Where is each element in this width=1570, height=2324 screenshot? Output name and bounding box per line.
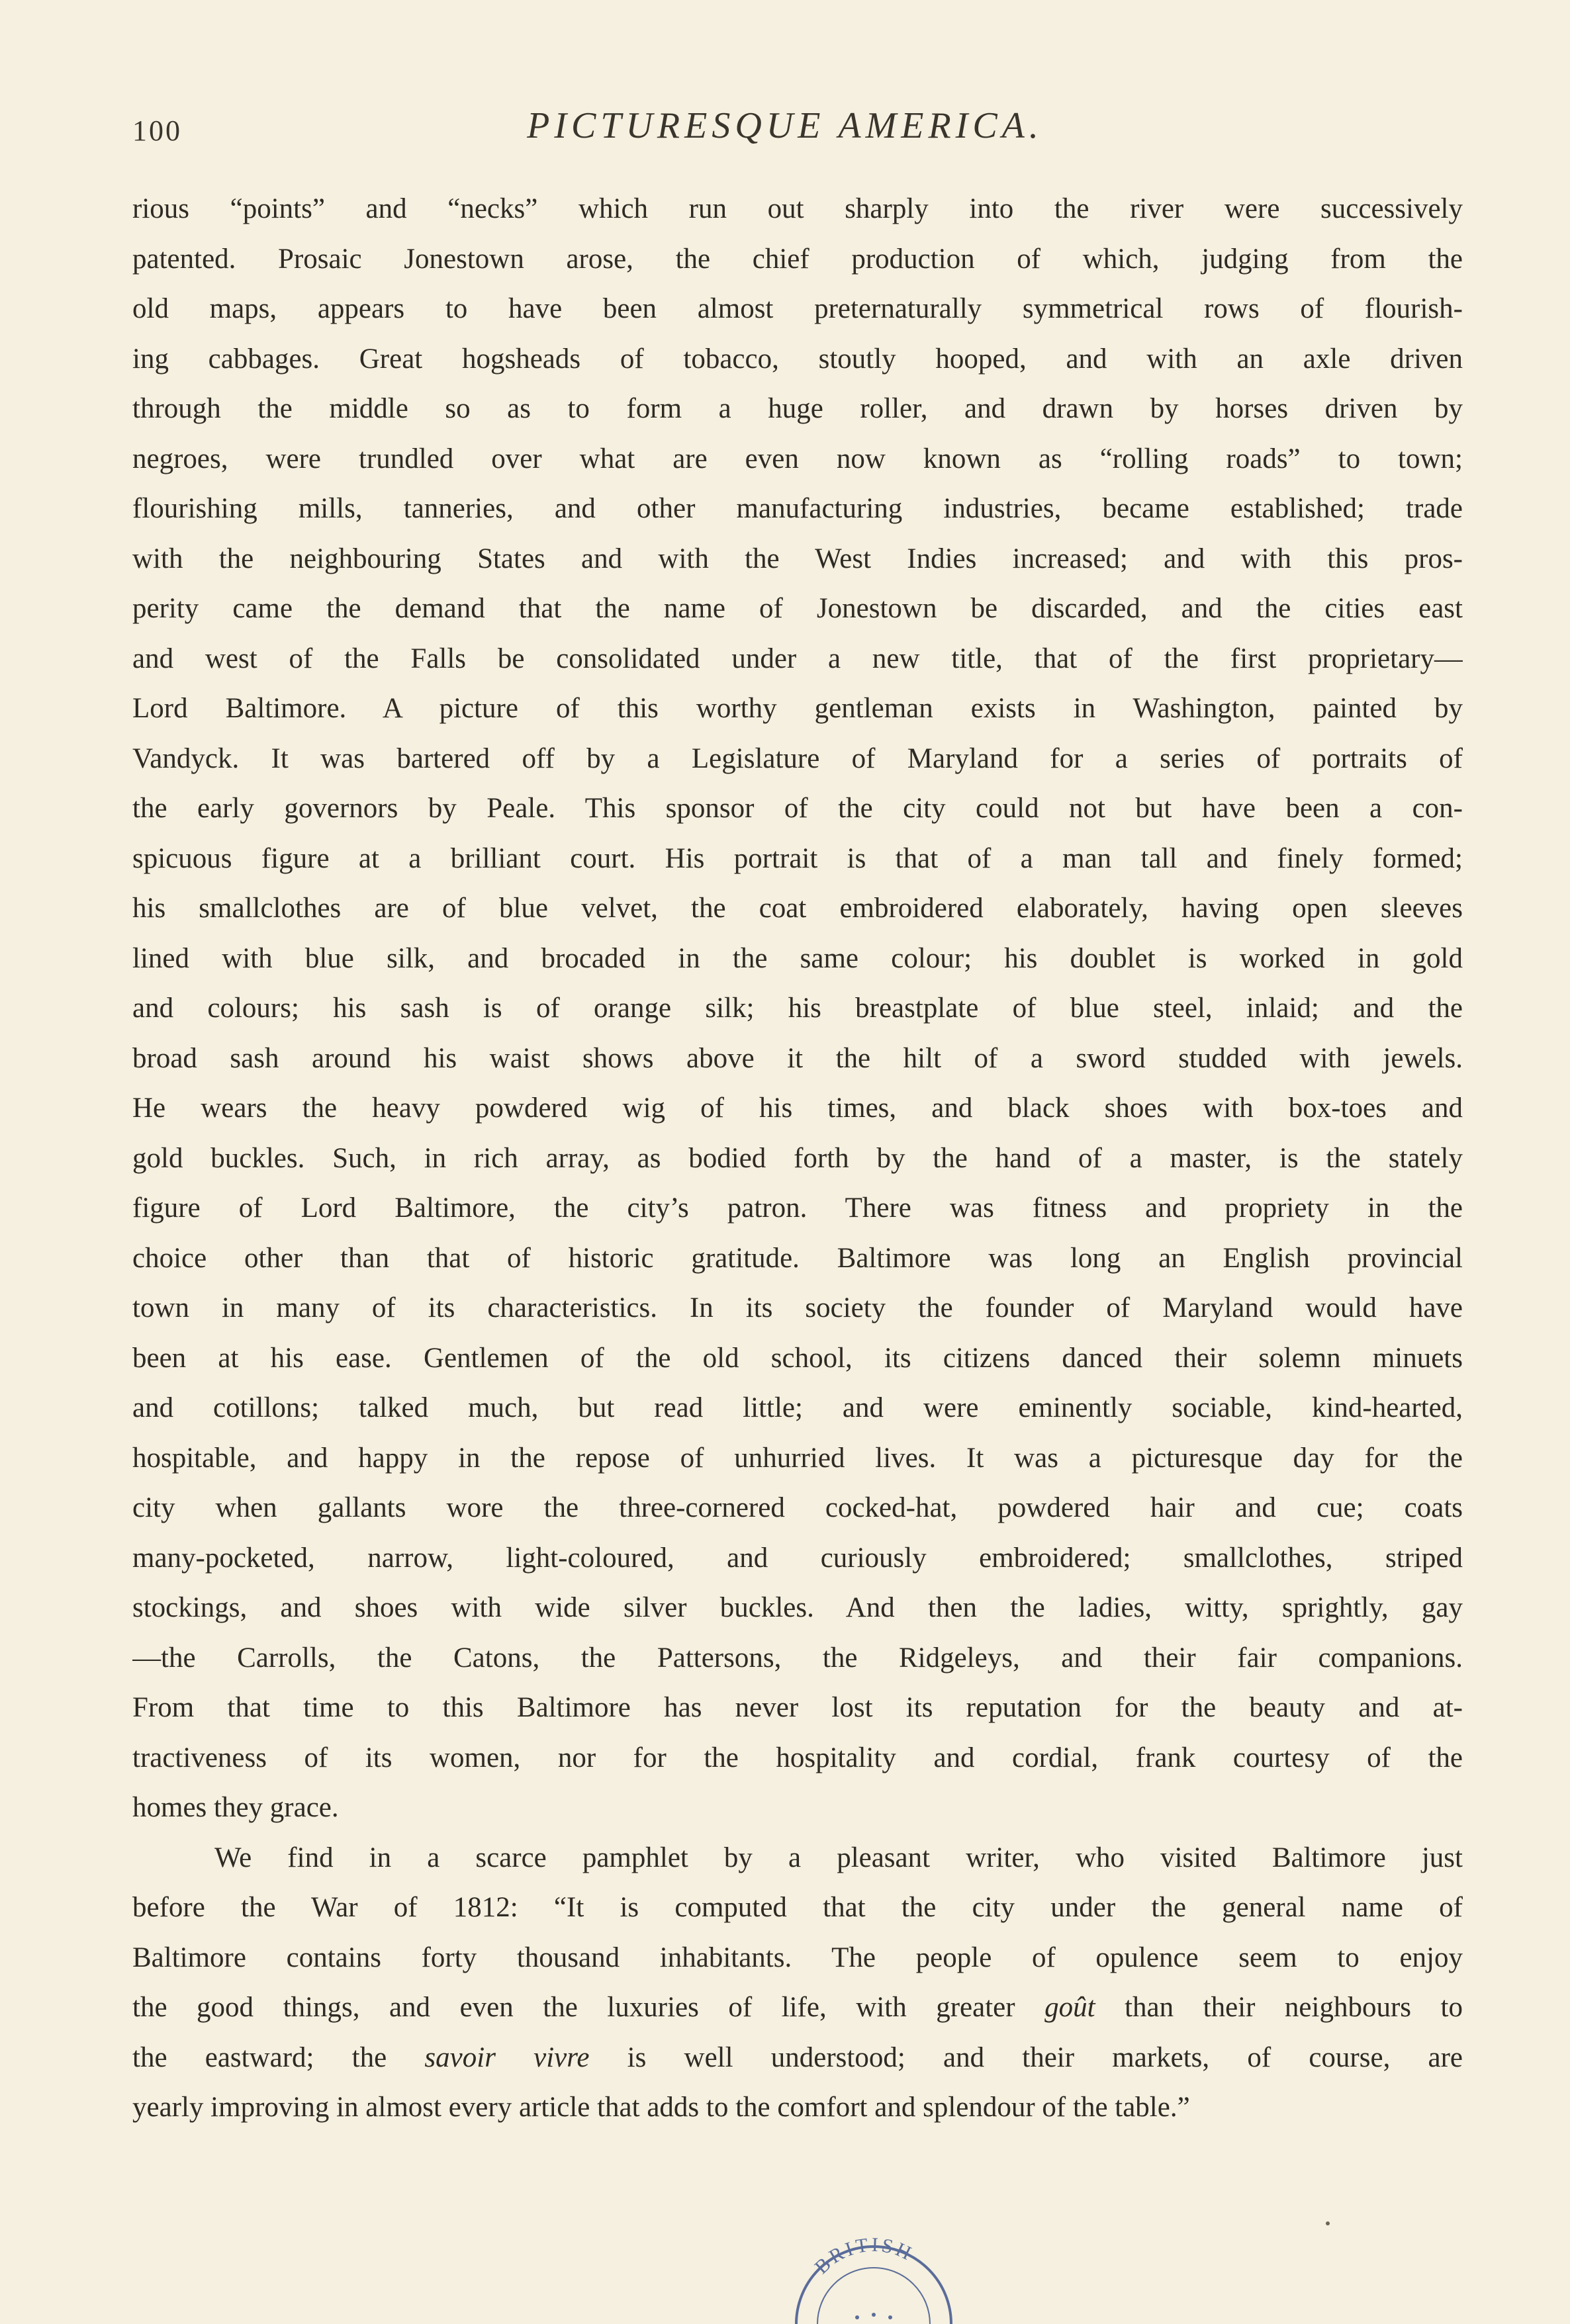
text-line: and west of the Falls be consolidated under a new title, that of the first proprietary— bbox=[132, 643, 1463, 674]
text-line: old maps, appears to have been almost preternaturally symmetrical rows of flourish- bbox=[132, 293, 1463, 324]
text-line bbox=[132, 1983, 1463, 2033]
text-line: before the War of 1812: “It is computed that the city under the general name of bbox=[132, 1892, 1463, 1923]
text-line: Baltimore contains forty thousand inhabitants. The people of opulence seem to enjoy bbox=[132, 1942, 1463, 1973]
paragraph-end-line: homes they grace. bbox=[132, 1792, 339, 1823]
text-line: his smallclothes are of blue velvet, the coat embroidered elaborately, having open sleeves bbox=[132, 893, 1463, 924]
text-line: ing cabbages. Great hogsheads of tobacco, stoutly hooped, and with an axle driven bbox=[132, 343, 1463, 375]
text-run: is well understood; and their markets, of course, are bbox=[589, 2041, 1463, 2073]
italic-term: goût bbox=[1044, 1992, 1095, 2023]
paragraph-start-line: We find in a scarce pamphlet by a pleasant writer, who visited Baltimore just bbox=[214, 1842, 1463, 1873]
text-run: the eastward; the bbox=[132, 2041, 425, 2073]
text-line: rious “points” and “necks” which run out sharply into the river were successively bbox=[132, 193, 1463, 224]
text-line: choice other than that of historic gratitude. Baltimore was long an English provincial bbox=[132, 1242, 1463, 1274]
page-number: 100 bbox=[132, 114, 182, 147]
text-line: negroes, were trundled over what are even now known as “rolling roads” to town; bbox=[132, 443, 1463, 474]
text-line: figure of Lord Baltimore, the city’s patron. There was fitness and propriety in the bbox=[132, 1192, 1463, 1224]
text-line: tractiveness of its women, nor for the hospitality and cordial, frank courtesy of the bbox=[132, 1742, 1463, 1773]
text-line: Vandyck. It was bartered off by a Legislature of Maryland for a series of portraits of bbox=[132, 742, 1463, 774]
text-line: the early governors by Peale. This sponsor of the city could not but have been a con- bbox=[132, 793, 1463, 824]
text-line: From that time to this Baltimore has never lost its reputation for the beauty and at- bbox=[132, 1692, 1463, 1723]
text-line: gold buckles. Such, in rich array, as bodied forth by the hand of a master, is the stately bbox=[132, 1142, 1463, 1174]
text-line: spicuous figure at a brilliant court. His portrait is that of a man tall and finely formed; bbox=[132, 842, 1463, 874]
text-line: Lord Baltimore. A picture of this worthy gentleman exists in Washington, painted by bbox=[132, 693, 1463, 724]
svg-text:BRITISH bbox=[811, 2234, 917, 2278]
text-line: with the neighbouring States and with the West Indies increased; and with this pros- bbox=[132, 543, 1463, 574]
stamp-text: BRITISH bbox=[810, 2233, 917, 2278]
text-line: broad sash around his waist shows above it the hilt of a sword studded with jewels. bbox=[132, 1042, 1463, 1074]
text-line: He wears the heavy powdered wig of his times, and black shoes with box-toes and bbox=[132, 1093, 1463, 1124]
text-line: through the middle so as to form a huge roller, and drawn by horses driven by bbox=[132, 393, 1463, 424]
text-line: flourishing mills, tanneries, and other manufacturing industries, became established; trade bbox=[132, 493, 1463, 524]
library-stamp-icon bbox=[791, 2218, 956, 2324]
text-line: city when gallants wore the three-cornered cocked-hat, powdered hair and cue; coats bbox=[132, 1492, 1463, 1523]
text-line bbox=[132, 2033, 1463, 2083]
paragraph-end-line: yearly improving in almost every article that adds to the comfort and splendour of the table.” bbox=[132, 2092, 1190, 2123]
text-line: stockings, and shoes with wide silver buckles. And then the ladies, witty, sprightly, gay bbox=[132, 1592, 1463, 1623]
text-line: lined with blue silk, and brocaded in the same colour; his doublet is worked in gold bbox=[132, 942, 1463, 974]
text-line: and colours; his sash is of orange silk; his breastplate of blue steel, inlaid; and the bbox=[132, 993, 1463, 1024]
ink-speck bbox=[1326, 2221, 1330, 2225]
text-run: the good things, and even the luxuries of life, with greater bbox=[132, 1992, 1045, 2023]
body-text bbox=[132, 184, 1463, 2133]
running-head: PICTURESQUE AMERICA. bbox=[527, 105, 1043, 146]
text-line: perity came the demand that the name of Jonestown be discarded, and the cities east bbox=[132, 593, 1463, 624]
italic-term: savoir vivre bbox=[424, 2041, 590, 2073]
text-line: town in many of its characteristics. In its society the founder of Maryland would have bbox=[132, 1292, 1463, 1323]
text-line: hospitable, and happy in the repose of unhurried lives. It was a picturesque day for the bbox=[132, 1442, 1463, 1474]
text-run: than their neighbours to bbox=[1095, 1992, 1463, 2023]
text-line: and cotillons; talked much, but read little; and were eminently sociable, kind-hearted, bbox=[132, 1392, 1463, 1423]
text-line: patented. Prosaic Jonestown arose, the chief production of which, judging from the bbox=[132, 243, 1463, 275]
text-line: been at his ease. Gentlemen of the old school, its citizens danced their solemn minuets bbox=[132, 1342, 1463, 1374]
text-line: —the Carrolls, the Catons, the Pattersons, the Ridgeleys, and their fair companions. bbox=[132, 1642, 1463, 1674]
text-line: many-pocketed, narrow, light-coloured, and curiously embroidered; smallclothes, striped bbox=[132, 1542, 1463, 1574]
